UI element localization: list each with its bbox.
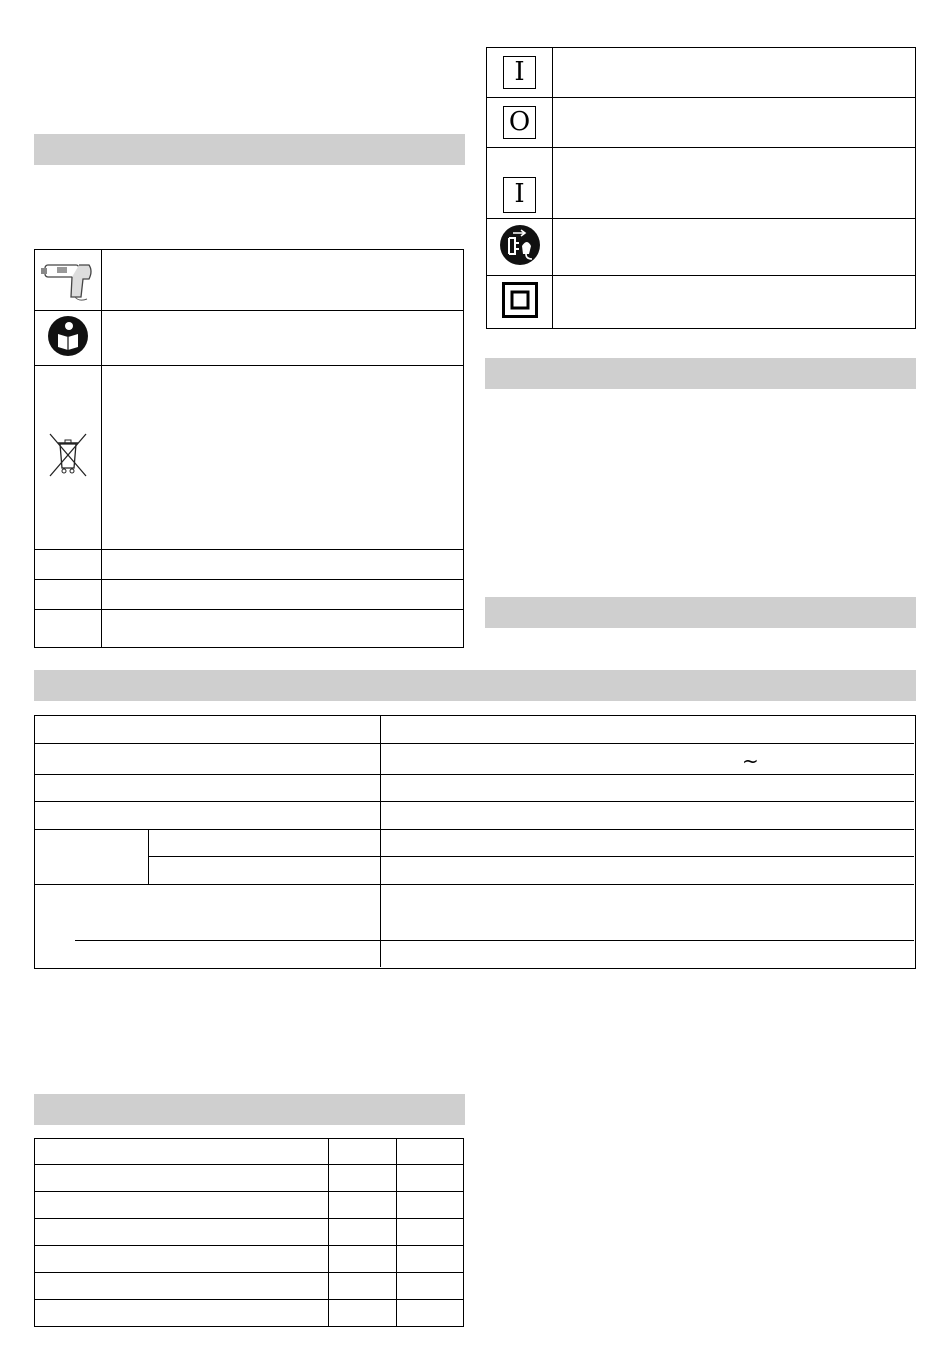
table-cell: [35, 550, 102, 580]
symbol-description: [553, 48, 916, 98]
symbol-cell: [35, 250, 102, 311]
table-rule: [75, 940, 380, 941]
table-cell: [397, 1165, 464, 1192]
section-header-band: [34, 134, 465, 165]
table-rule: [380, 940, 914, 941]
table-cell: [35, 1192, 329, 1219]
symbols-table-left: [34, 249, 464, 648]
symbol-cell: [487, 48, 553, 98]
specs-table: [34, 715, 916, 969]
symbols-table-right: [486, 47, 916, 329]
table-cell: [35, 1165, 329, 1192]
section-header-band: [34, 1094, 465, 1125]
table-cell: [397, 1192, 464, 1219]
symbol-cell: [487, 276, 553, 329]
table-cell: [35, 1300, 329, 1327]
ac-symbol: ~: [742, 749, 759, 773]
table-cell: [102, 610, 464, 648]
table-cell: [397, 1246, 464, 1273]
symbol-description: [553, 98, 916, 148]
section-header-band: [34, 670, 916, 701]
table-cell: [329, 1165, 397, 1192]
power-on-symbol: I: [503, 56, 536, 89]
table-cell: [397, 1300, 464, 1327]
table-rule: [35, 743, 914, 744]
table-cell: [329, 1192, 397, 1219]
table-cell: [329, 1273, 397, 1300]
symbol-cell: [35, 366, 102, 550]
double-insulation-icon: [502, 305, 538, 322]
table-divider: [148, 829, 149, 884]
symbol-cell: [35, 311, 102, 366]
table-cell: [329, 1139, 397, 1165]
crossed-bin-icon: [48, 465, 88, 482]
symbol-description: [553, 219, 916, 276]
symbol-cell: [487, 219, 553, 276]
symbol-description: [102, 311, 464, 366]
table-cell: [397, 1139, 464, 1165]
table-cell: [35, 610, 102, 648]
table-rule: [35, 774, 914, 775]
power-off-symbol: O: [503, 106, 536, 139]
table-cell: [35, 1219, 329, 1246]
table-cell: [329, 1219, 397, 1246]
symbol-description: [102, 366, 464, 550]
table-rule: [35, 829, 914, 830]
drill-icon: [41, 290, 95, 307]
unplug-icon: [499, 253, 541, 270]
table-rule: [35, 884, 914, 885]
table-rule: [148, 856, 914, 857]
symbol-description: [553, 276, 916, 329]
table-cell: [329, 1246, 397, 1273]
bottom-table: [34, 1138, 464, 1327]
symbol-cell: [487, 148, 553, 219]
table-divider: [380, 716, 381, 967]
table-cell: [102, 580, 464, 610]
table-cell: [397, 1219, 464, 1246]
table-cell: [35, 580, 102, 610]
symbol-description: [553, 148, 916, 219]
table-cell: [397, 1273, 464, 1300]
table-cell: [102, 550, 464, 580]
symbol-description: [102, 250, 464, 311]
read-manual-icon: [47, 344, 89, 361]
table-rule: [35, 801, 914, 802]
table-cell: [35, 1246, 329, 1273]
section-header-band: [485, 597, 916, 628]
symbol-cell: [487, 98, 553, 148]
table-cell: [35, 1273, 329, 1300]
section-header-band: [485, 358, 916, 389]
table-cell: [329, 1300, 397, 1327]
table-cell: [35, 1139, 329, 1165]
momentary-on-symbol: I: [503, 177, 536, 213]
